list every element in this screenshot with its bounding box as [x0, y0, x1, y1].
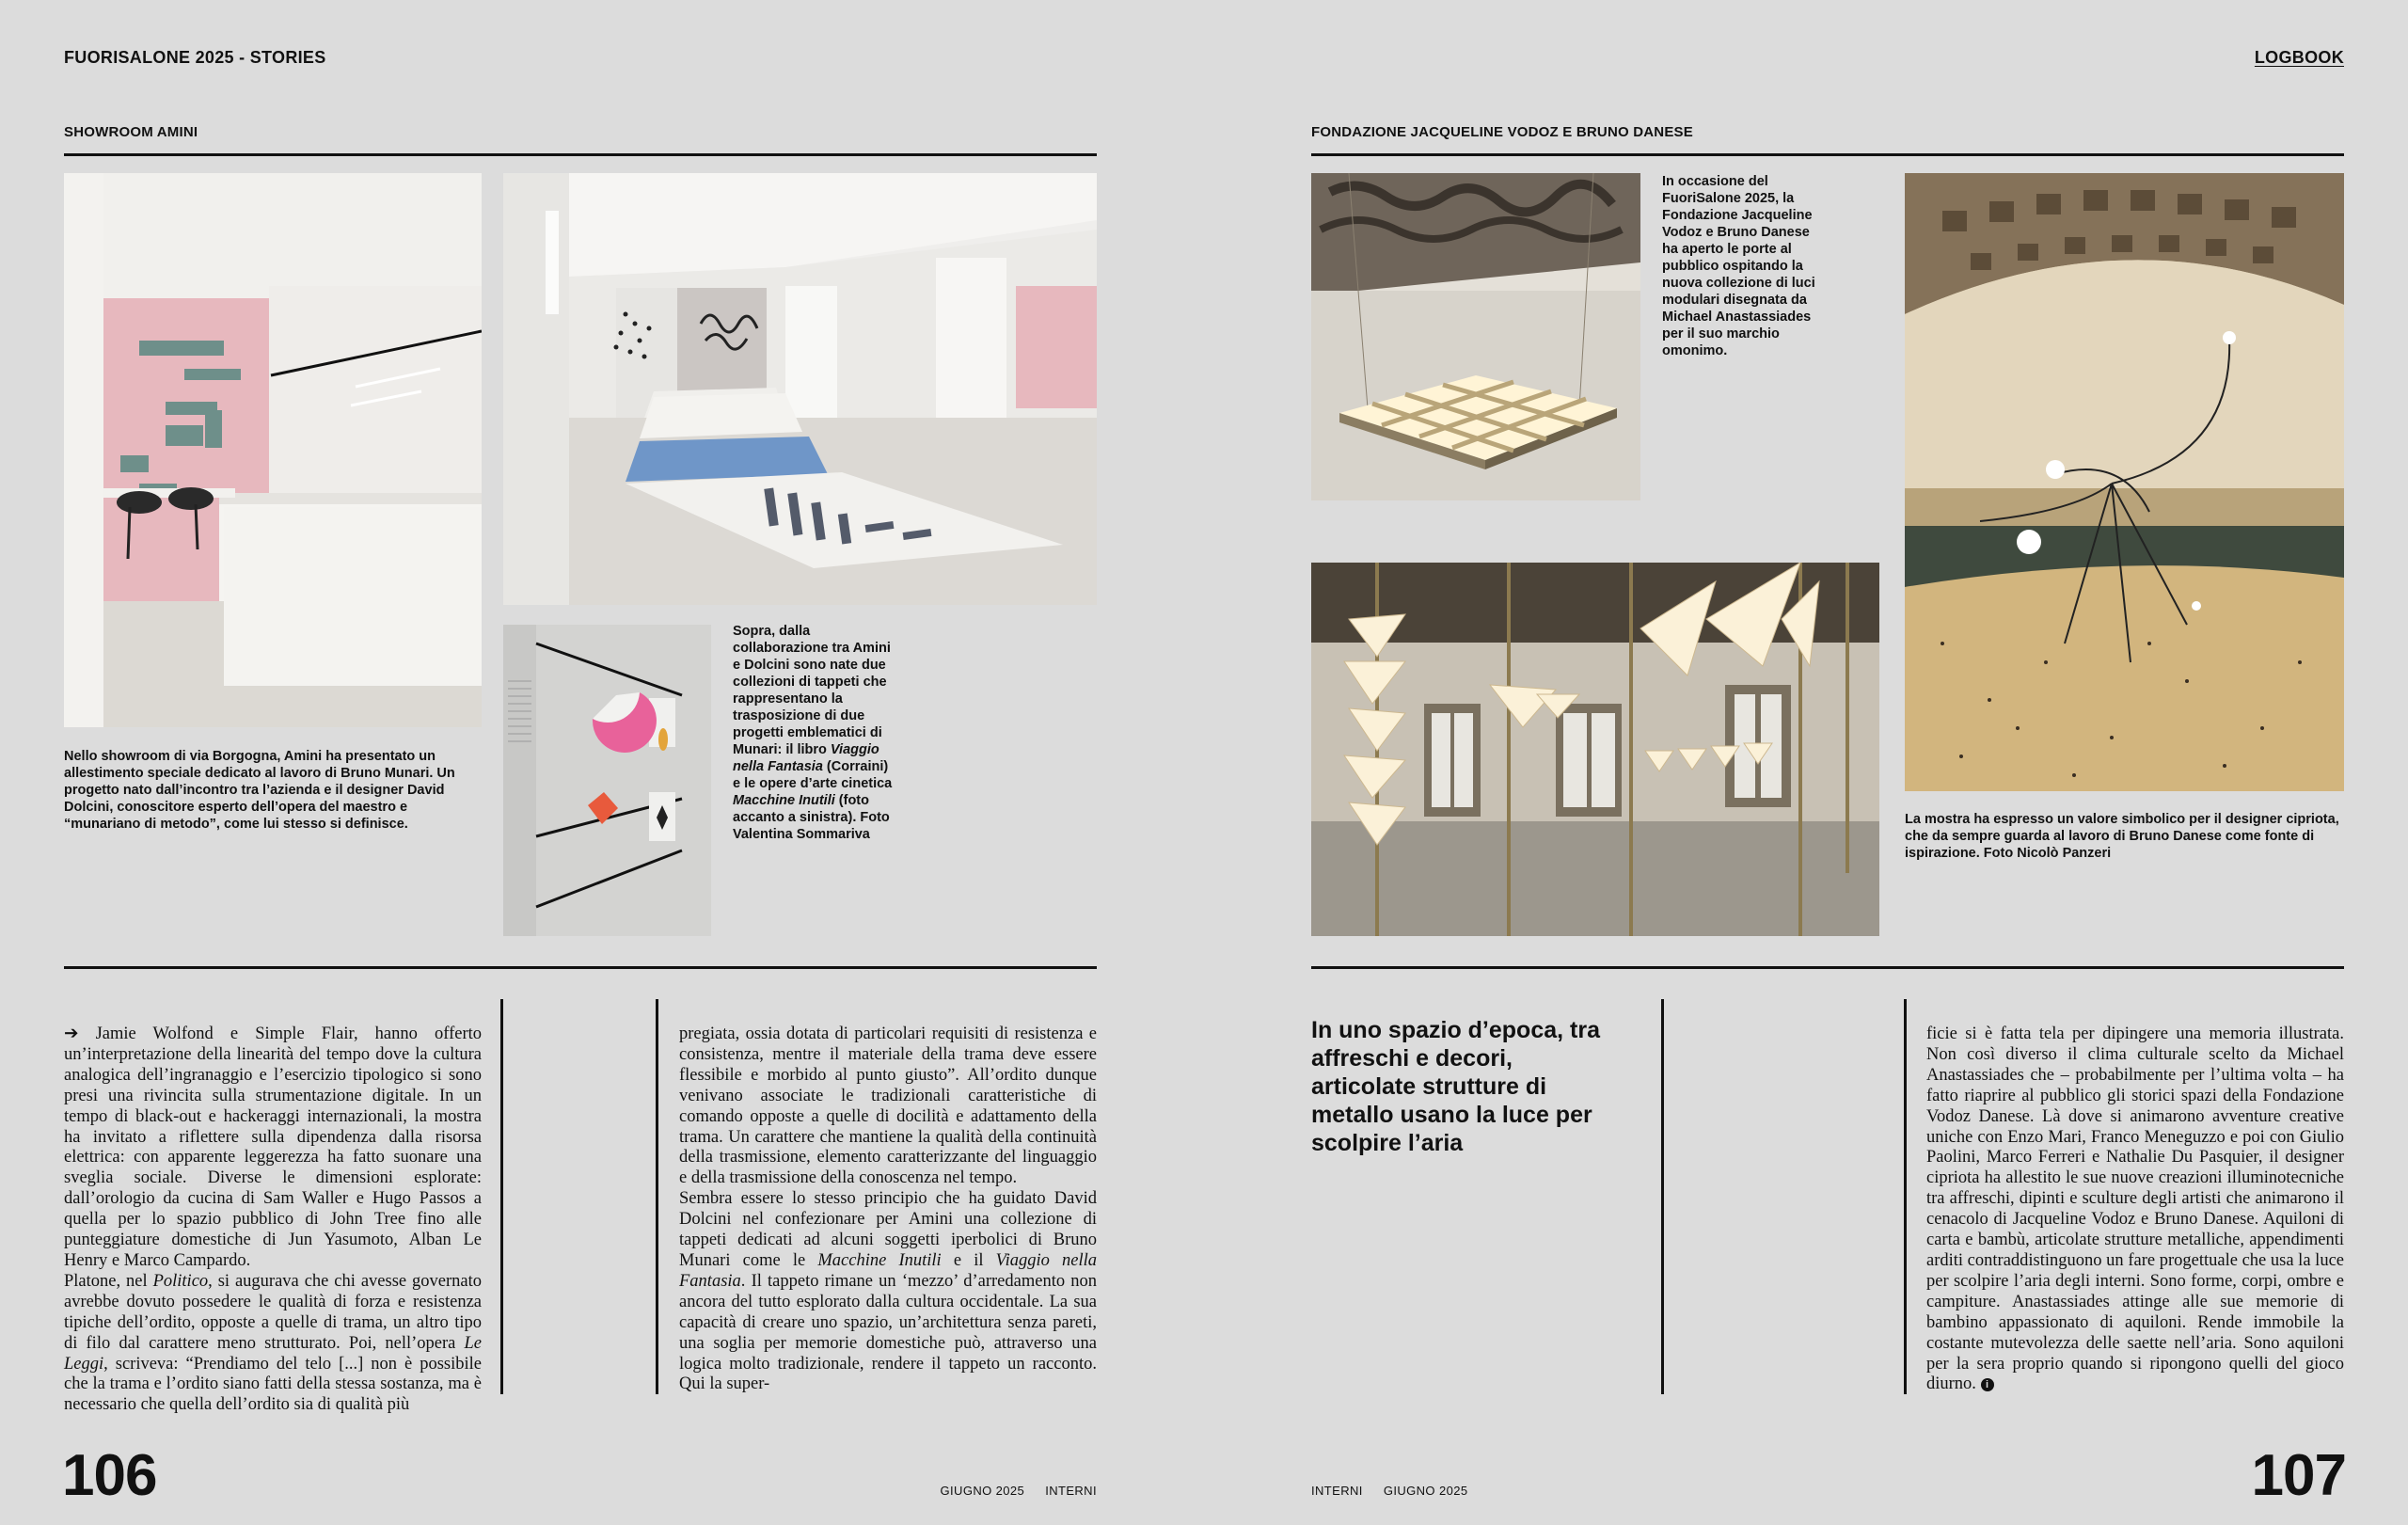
article-rule-right	[1311, 966, 2344, 969]
photo-kite-lamps	[1311, 563, 1879, 936]
article-rule-left	[64, 966, 1097, 969]
pull-quote: In uno spazio d’epoca, tra affreschi e decori, articolate strutture di metallo usano la luce per scolpire l’aria	[1311, 1017, 1600, 1156]
photo-square-pendant	[1311, 173, 1640, 500]
photo-showroom-rugs	[503, 173, 1097, 605]
page-number-left: 106	[62, 1443, 157, 1508]
article-column-1: ➔ Jamie Wolfond e Simple Flair, hanno offerto un’interpretazione della linearità del tempo dove la cultura analogica dell’ingranaggio e l’esercizio tipologico si sono presi una rivincita sulla strumentazione digitale. In un tempo di black-out e hackeraggi internazionali, la mostra ha invitato a riflettere sulla dipendenza dalla risorsa elettrica: con apparente leggerezza ha fatto suonare una sveglia sociale. Diverse le dimensioni esplorate: dall’orologio da cucina di Sam Waller e Hugo Passos a quella per lo spazio pubblico di John Tree fino alle punteggiature domestiche di Jun Yasumoto, Alban Le Henry e Marco Campardo. Platone, nel Politico, si augurava che chi avesse governato avrebbe dovuto possedere le qualità di forza e resistenza tipiche dell’ordito, opposte a quelle di trama, un altro tipo di filo dal carattere meno strutturato. Poi, nell’opera Le Leggi, scriveva: “Prendiamo del telo [...] non è possibile che la trama e l’ordito siano fatti della stessa sostanza, ma è necessario che quella dell’ordito sia di qualità più	[64, 1025, 482, 1415]
caption-rugs: Sopra, dalla collaborazione tra Amini e Dolcini sono nate due collezioni di tappeti che rappresentano la trasposizione di due progetti emblematici di Munari: il libro Viaggio nella Fantasia (Corraini) e le opere d’arte cinetica Macchine Inutili (foto accanto a sinistra). Foto Valentina Sommariva	[733, 624, 893, 842]
photo-showroom-pink-wall	[64, 173, 482, 727]
photo-macchine-inutili	[503, 625, 711, 936]
section-rule-right	[1311, 153, 2344, 156]
caption-fondazione: In occasione del FuoriSalone 2025, la Fondazione Jacqueline Vodoz e Bruno Danese ha aperto le porte al pubblico ospitando la nuova collezione di luci modulari disegnata da Michael Anastassiades per il suo marchio omonimo.	[1662, 174, 1815, 358]
caption-showroom: Nello showroom di via Borgogna, Amini ha presentato un allestimento speciale dedicato al lavoro di Bruno Munari. Un progetto nato dall’incontro tra l’azienda e il designer David Dolcini, conoscitore esperto dell’opera del maestro e “munariano di metodo”, come lui stesso si definisce.	[64, 749, 455, 832]
article-column-3: ficie si è fatta tela per dipingere una memoria illustrata. Non così diverso il clima culturale scelto da Michael Anastassiades che – probabilmente per l’ultima volta – ha fatto riaprire al pubblico gli storici spazi della Fondazione Vodoz Danese. Là dove si animarono avventure creative uniche con Enzo Mari, Franco Meneguzzo e poi con Giulio Paolini, Marco Ferreri e Nathalie Du Pasquier, il designer cipriota ha allestito le sue nuove creazioni illuminotecniche tra affreschi, dipinti e sculture degli artisti che animarono il cenacolo di Jacqueline Vodoz e Bruno Danese. Aquiloni di carta e bambù, articolate strutture metalliche, appendimenti arditi contraddistinguono un fare progettuale che usa la luce per scolpire l’aria degli interni. Sono forme, corpi, ombre e campiture. Anastassiades attinge alle sue memorie di bambino appassionato di aquiloni. Rende immobile la costante mutevolezza delle saette nell’aria. Sono aquiloni per la sera proprio quando si ripongono quelli del gioco diurno. i	[1926, 1025, 2344, 1394]
section-title-left: SHOWROOM AMINI	[64, 124, 198, 140]
photo-dome-room	[1905, 173, 2344, 791]
column-divider	[1661, 999, 1664, 1394]
running-header-left: FUORISALONE 2025 - STORIES	[64, 48, 326, 67]
section-rule-left	[64, 153, 1097, 156]
running-header-right[interactable]: LOGBOOK	[2254, 48, 2344, 67]
footer-left: GIUGNO 2025 INTERNI	[940, 1484, 1097, 1498]
column-divider	[500, 999, 503, 1394]
page-number-right: 107	[2251, 1443, 2346, 1508]
caption-dome-room: La mostra ha espresso un valore simbolico per il designer cipriota, che da sempre guarda al lavoro di Bruno Danese come fonte di ispirazione. Foto Nicolò Panzeri	[1905, 812, 2339, 861]
section-title-right: FONDAZIONE JACQUELINE VODOZ E BRUNO DANESE	[1311, 124, 1693, 140]
column-divider	[1904, 999, 1907, 1394]
end-of-article-icon: i	[1981, 1378, 1994, 1391]
footer-right: INTERNI GIUGNO 2025	[1311, 1484, 1468, 1498]
column-divider	[656, 999, 658, 1394]
article-column-2: pregiata, ossia dotata di particolari requisiti di resistenza e consistenza, mentre il materiale della trama deve essere flessibile e morbido al punto giusto”. All’ordito dunque venivano associate le tradizionali caratteristiche di comando opposte a quelle di docilità e adattamento della trama. Un carattere che mantiene la qualità della continuità della trasmissione, elemento caratterizzante del linguaggio e della trasmissione della conoscenza nel tempo. Sembra essere lo stesso principio che ha guidato David Dolcini nel confezionare per Amini una collezione di tappeti dedicati ad alcuni soggetti iperbolici di Bruno Munari come le Macchine Inutili e il Viaggio nella Fantasia. Il tappeto rimane un ‘mezzo’ d’arredamento non ancora del tutto esplorato dalla cultura occidentale. La sua capacità di creare uno spazio, un’architettura senza pareti, una soglia per memorie domestiche può, attraverso una logica molto tradizionale, rendere il tappeto un racconto. Qui la super-	[679, 1025, 1097, 1394]
